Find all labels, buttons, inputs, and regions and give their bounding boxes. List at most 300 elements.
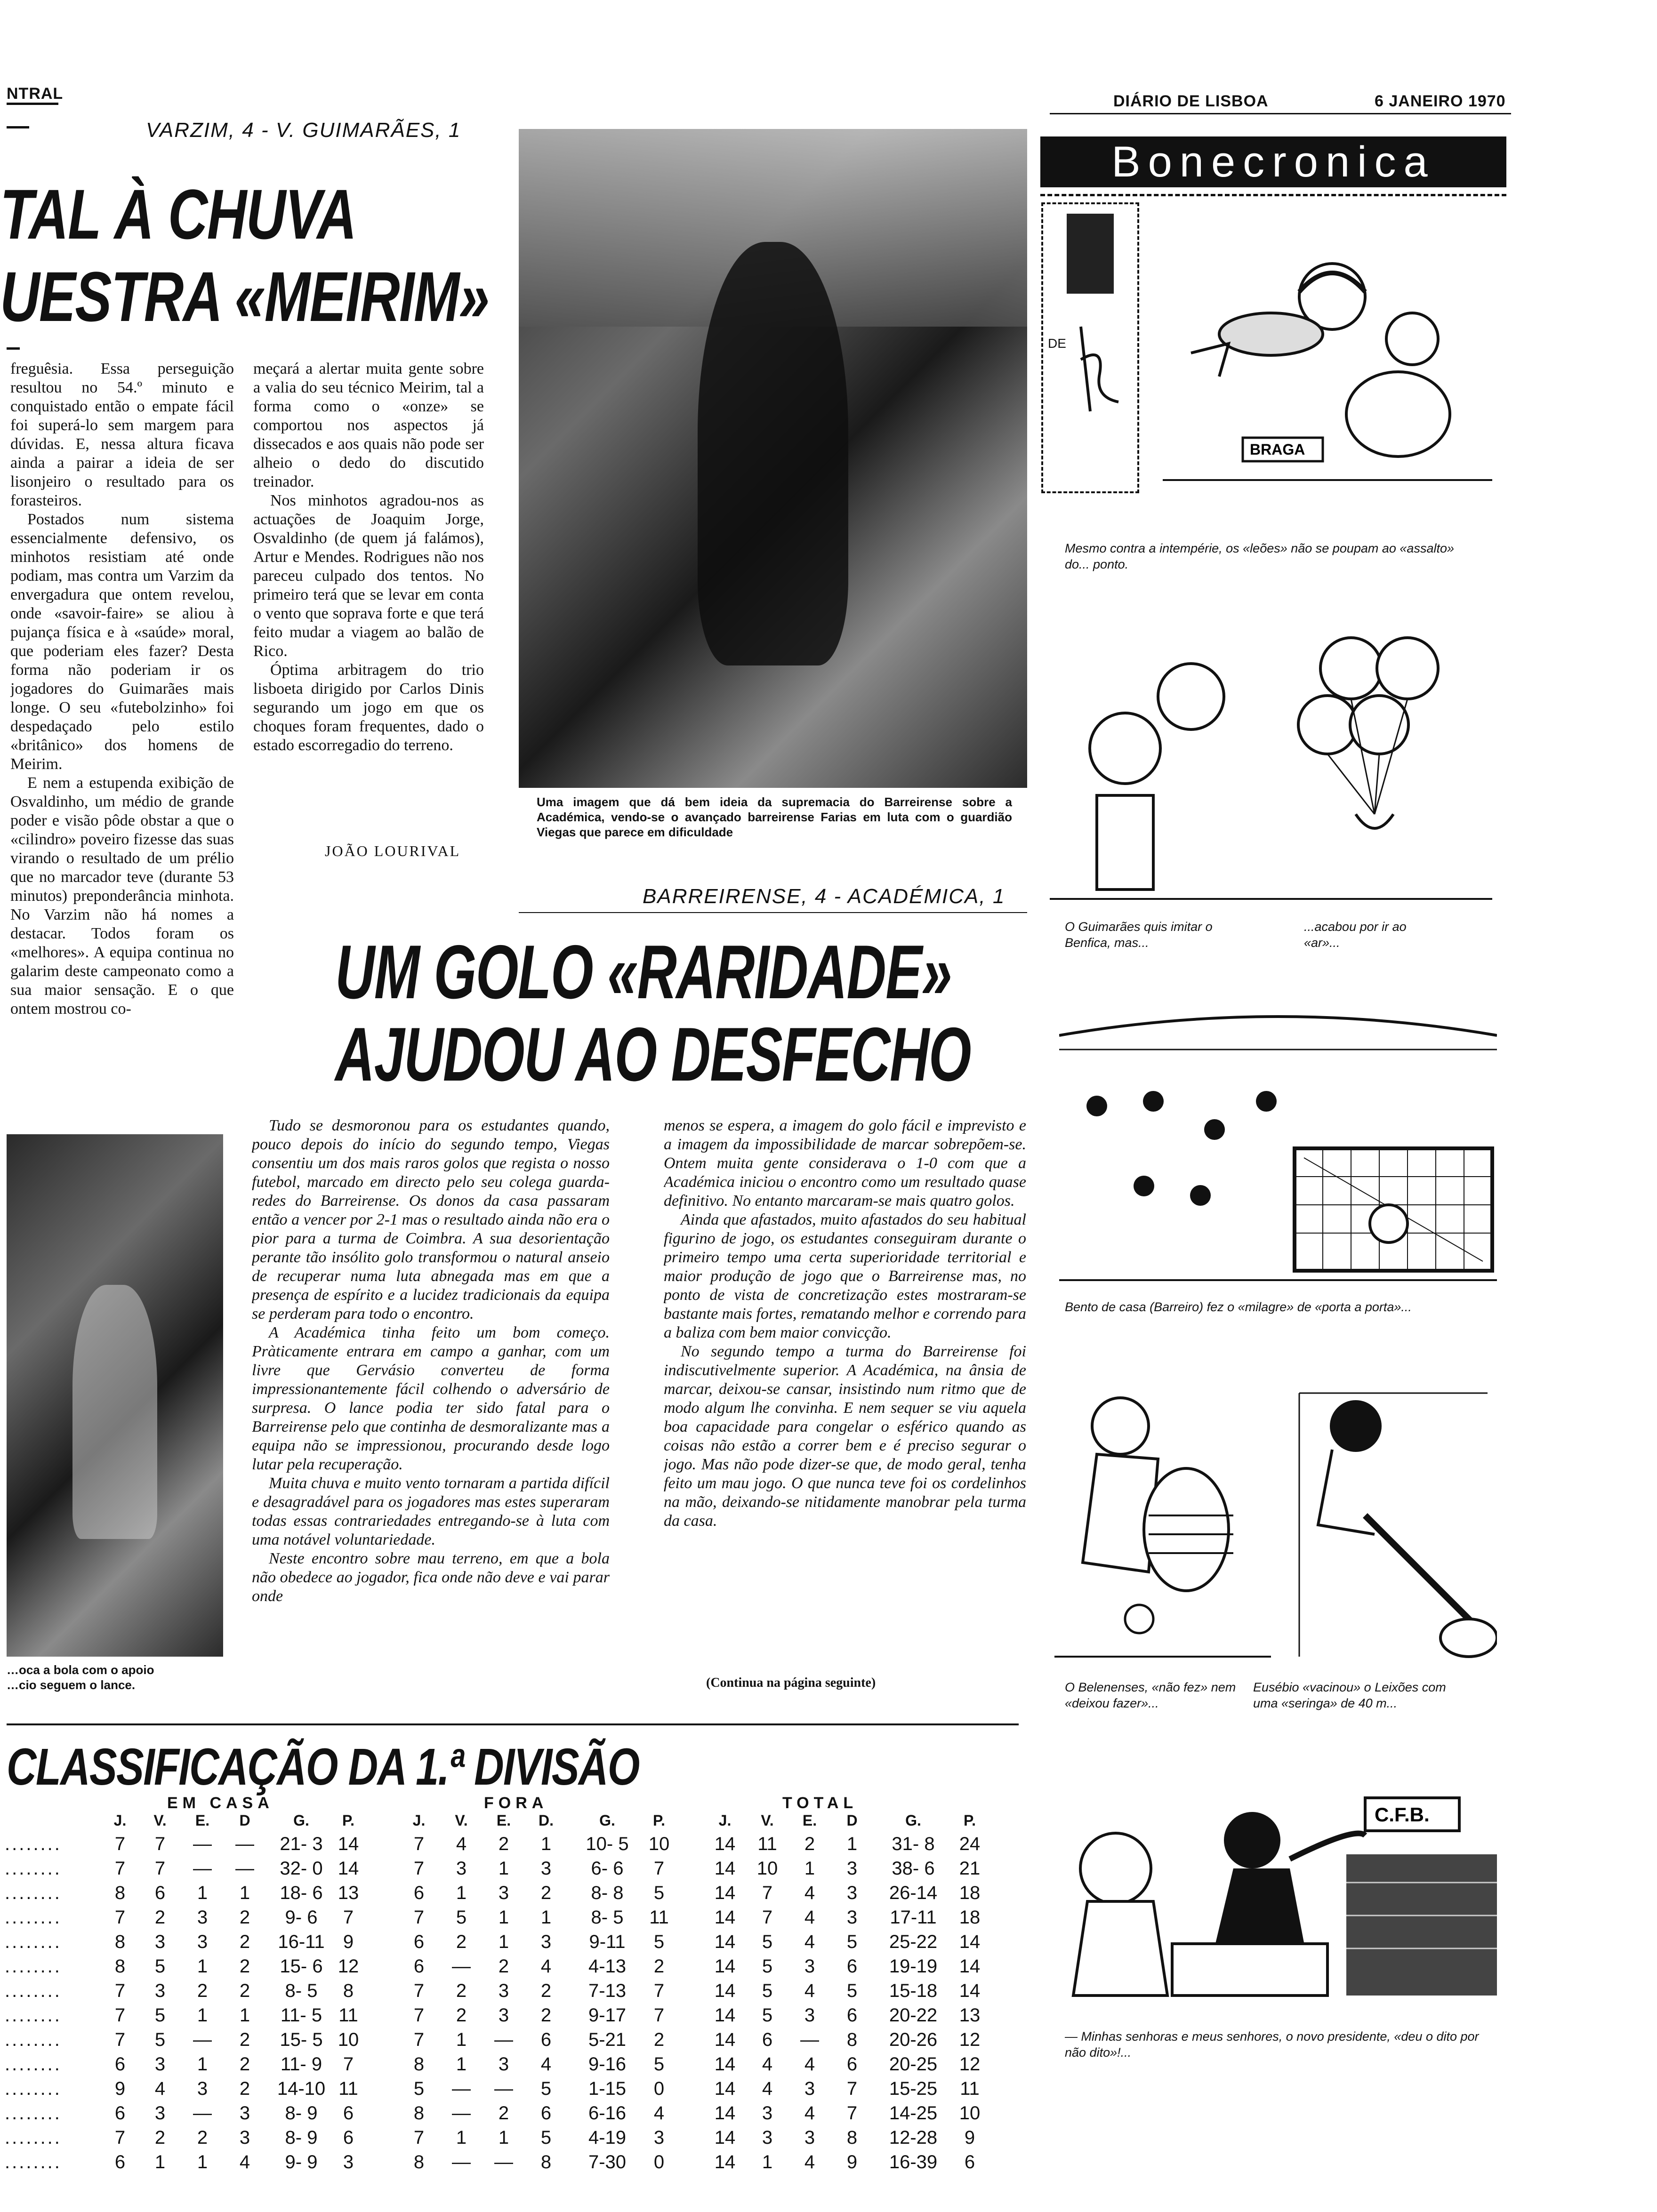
- article1-headline-line1: TAL À CHUVA: [0, 175, 356, 254]
- article1-author: JOÃO LOURIVAL: [325, 842, 461, 859]
- table-header-cell: V.: [153, 1812, 167, 1829]
- table-cell: 3: [846, 1883, 858, 1903]
- table-cell: 7: [114, 1980, 126, 2001]
- table-cell: 7: [343, 2054, 354, 2075]
- table-cell: 7: [653, 1980, 665, 2001]
- table-cell: —: [235, 1834, 254, 1854]
- table-cell: 4: [804, 1980, 815, 2001]
- table-cell: 7: [114, 2127, 126, 2148]
- table-cell: —: [494, 2152, 513, 2172]
- table-header-cell: D: [239, 1812, 250, 1829]
- table-cell: 14: [714, 2152, 736, 2172]
- article1-col2-p1: meçará a alertar muita gente sobre a valia do seu técnico Meirim, tal a forma como o «onze» se comportou nos aspectos já dissecados e aos quais não pode ser alheio o dedo do discutido treinador.: [253, 360, 484, 490]
- table-row: [0, 2127, 1026, 2149]
- table-cell: 6: [154, 1883, 166, 1903]
- table-cell: 5: [846, 1980, 858, 2001]
- table-cell: 12-28: [889, 2127, 938, 2148]
- table-cell: 8: [846, 2127, 858, 2148]
- match-photo-varzim: [7, 1134, 223, 1657]
- table-cell: 1: [197, 1956, 208, 1977]
- article1-column2: [253, 360, 484, 849]
- table-cell: 5: [762, 1980, 773, 2001]
- table-header-row: [0, 1812, 1026, 1834]
- table-header-cell: E.: [802, 1812, 817, 1829]
- table-cell: 18: [959, 1907, 981, 1928]
- team-name-placeholder: ........: [5, 2054, 62, 2075]
- article2-col2-p2: Ainda que afastados, muito afastados do seu habitual figurino de jogo, os estudantes conseguiram durante o primeiro tempo uma certa superioridade territorial e maior produção de jogo que o Barreirense mas, no ponto de vista de concretização estes mostraram-se bastante mais fortes, rematando melhor e correndo para a baliza com bem maior convicção.: [664, 1211, 1026, 1341]
- table-cell: 1: [456, 1883, 467, 1903]
- table-cell: 7: [846, 2078, 858, 2099]
- table-cell: —: [452, 1956, 471, 1977]
- table-cell: 1: [456, 2029, 467, 2050]
- table-cell: 14: [714, 1858, 736, 1879]
- table-cell: 11- 9: [280, 2054, 322, 2075]
- team-name-placeholder: ........: [5, 1883, 62, 1903]
- cartoon2-caption-left: O Guimarães quis imitar o Benfica, mas...: [1065, 920, 1213, 950]
- table-cell: 1: [498, 1858, 509, 1879]
- group-label-away: FORA: [484, 1794, 548, 1812]
- table-cell: 12: [959, 2054, 981, 2075]
- table-cell: 4: [804, 2152, 815, 2172]
- table-cell: 2: [456, 2005, 467, 2026]
- table-cell: 3: [239, 2127, 250, 2148]
- table-cell: 6: [343, 2103, 354, 2124]
- table-cell: 1: [239, 1883, 250, 1903]
- table-title: CLASSIFICAÇÃO DA 1.ª DIVISÃO: [7, 1738, 639, 1796]
- cartoon3-caption: Bento de casa (Barreiro) fez o «milagre» de «porta a porta»...: [1065, 1300, 1412, 1314]
- table-cell: 4: [540, 1956, 552, 1977]
- table-cell: 25-22: [889, 1931, 938, 1952]
- table-cell: 21- 3: [280, 1834, 323, 1854]
- table-cell: 5: [413, 2078, 425, 2099]
- table-cell: 4: [804, 1931, 815, 1952]
- table-cell: 7: [343, 1907, 354, 1928]
- table-cell: 10- 5: [586, 1834, 629, 1854]
- kicker2-rule: [519, 912, 1027, 913]
- team-name-placeholder: ........: [5, 2103, 62, 2124]
- table-cell: 7-13: [588, 1980, 627, 2001]
- table-cell: 7: [413, 1834, 425, 1854]
- table-cell: 3: [154, 1980, 166, 2001]
- table-cell: 14: [959, 1931, 981, 1952]
- table-cell: 11: [338, 2005, 358, 2026]
- table-header-cell: J.: [113, 1812, 127, 1829]
- table-cell: 9: [964, 2127, 975, 2148]
- cartoon-president: [1054, 1788, 1497, 2005]
- table-row: [0, 2152, 1026, 2173]
- table-cell: 4: [540, 2054, 552, 2075]
- photo2-caption-line2: …cio seguem o lance.: [7, 1678, 136, 1692]
- table-cell: 14: [714, 2005, 736, 2026]
- table-cell: 2: [154, 2127, 166, 2148]
- cartoon-balloons: [1050, 626, 1492, 908]
- cartoon1-caption: Mesmo contra a intempérie, os «leões» não se poupam ao «assalto» do... ponto.: [1065, 541, 1454, 571]
- article2-headline-line2: AJUDOU AO DESFECHO: [335, 1012, 971, 1097]
- table-cell: 9: [343, 1931, 354, 1952]
- table-cell: 6: [413, 1883, 425, 1903]
- table-cell: 1: [197, 1883, 208, 1903]
- table-cell: 2: [239, 1931, 250, 1952]
- table-cell: 8- 9: [285, 2103, 318, 2124]
- table-cell: 14: [714, 2029, 736, 2050]
- table-cell: 2: [498, 1956, 509, 1977]
- table-cell: 2: [653, 1956, 665, 1977]
- table-cell: 6: [114, 2103, 126, 2124]
- kicker-rule: [7, 126, 29, 128]
- table-cell: 1: [154, 2152, 166, 2172]
- table-cell: 3: [804, 2078, 815, 2099]
- table-cell: —: [193, 2029, 212, 2050]
- table-cell: 7: [653, 2005, 665, 2026]
- table-cell: 3: [197, 1931, 208, 1952]
- table-cell: 2: [239, 1907, 250, 1928]
- table-row: [0, 2103, 1026, 2124]
- table-cell: 3: [154, 2054, 166, 2075]
- table-cell: 2: [239, 2029, 250, 2050]
- table-cell: 7: [154, 1834, 166, 1854]
- table-cell: 8: [846, 2029, 858, 2050]
- table-cell: 3: [197, 1907, 208, 1928]
- table-cell: 7: [846, 2103, 858, 2124]
- article2-continues: (Continua na página seguinte): [706, 1675, 876, 1690]
- table-header-cell: D.: [539, 1812, 554, 1829]
- article1-col2-p2: Nos minhotos agradou-nos as actuações de Joaquim Jorge, Osvaldinho (de quem já falámos), Artur e Mendes. Rodrigues não nos pareceu culpado dos tentos. No primeiro terá que se levar em conta o vento que soprava forte e que terá feito mudar a viagem ao balão de Rico.: [253, 492, 484, 660]
- table-cell: 3: [498, 2005, 509, 2026]
- table-cell: 14: [714, 2054, 736, 2075]
- table-cell: 7: [762, 1907, 773, 1928]
- table-cell: 14: [959, 1980, 981, 2001]
- table-cell: 5: [154, 2029, 166, 2050]
- table-cell: 6: [846, 2005, 858, 2026]
- table-header-cell: P.: [652, 1812, 666, 1829]
- table-cell: 2: [197, 2127, 208, 2148]
- table-cell: 4: [804, 1883, 815, 1903]
- table-header-cell: V.: [455, 1812, 468, 1829]
- table-cell: 10: [338, 2029, 359, 2050]
- cartoon5-caption: — Minhas senhoras e meus senhores, o novo presidente, «deu o dito por não dito»!...: [1065, 2029, 1479, 2060]
- table-cell: 14-25: [889, 2103, 938, 2124]
- table-cell: 7: [114, 1858, 126, 1879]
- table-cell: 5: [762, 1931, 773, 1952]
- table-cell: 2: [540, 1980, 552, 2001]
- table-cell: 8: [413, 2054, 425, 2075]
- table-cell: 2: [154, 1907, 166, 1928]
- table-row: [0, 1834, 1026, 1855]
- table-cell: —: [452, 2078, 471, 2099]
- photo2-caption-line1: …oca a bola com o apoio: [7, 1663, 154, 1677]
- cartoon2-caption-right: ...acabou por ir ao «ar»...: [1304, 920, 1407, 950]
- table-cell: 3: [197, 2078, 208, 2099]
- player-figure: [72, 1285, 157, 1539]
- table-cell: 7: [413, 2127, 425, 2148]
- table-cell: 2: [239, 2054, 250, 2075]
- table-cell: 3: [540, 1858, 552, 1879]
- table-header-cell: E.: [195, 1812, 210, 1829]
- article2-column1: [252, 1116, 610, 1691]
- table-cell: —: [235, 1858, 254, 1879]
- table-cell: 6: [846, 2054, 858, 2075]
- table-cell: 1: [762, 2152, 773, 2172]
- team-name-placeholder: ........: [5, 1858, 62, 1879]
- cartoon-lion-braga: [1163, 235, 1492, 499]
- table-cell: 5: [846, 1931, 858, 1952]
- classification-table: [0, 1794, 1026, 2199]
- table-cell: 2: [498, 1834, 509, 1854]
- table-cell: 13: [338, 1883, 359, 1903]
- table-cell: 16-39: [889, 2152, 938, 2172]
- table-cell: 3: [498, 2054, 509, 2075]
- team-name-placeholder: ........: [5, 1956, 62, 1977]
- table-cell: 0: [653, 2152, 665, 2172]
- table-cell: 14: [714, 1980, 736, 2001]
- article1-col1-p3: E nem a estupenda exibição de Osvaldinho, um médio de grande poder e visão pôde obstar a que o «cilindro» poveiro fizesse das suas virando o resultado de um prélio que no marcador teve (durante 53 minutos) preponderância minhota. No Varzim não há nomes a destacar. Todos foram os «melhores». A equipa continua no galarim deste campeonato como a sua maior sensação. E o que ontem mostrou co-: [10, 774, 234, 1018]
- table-cell: 8: [413, 2103, 425, 2124]
- table-cell: 14: [714, 1834, 736, 1854]
- table-row: [0, 2029, 1026, 2051]
- table-cell: 3: [762, 2127, 773, 2148]
- group-label-home: EM CASA: [167, 1794, 274, 1812]
- table-cell: 2: [197, 1980, 208, 2001]
- table-cell: 5: [653, 2054, 665, 2075]
- table-cell: 6: [846, 1956, 858, 1977]
- table-cell: 4: [762, 2078, 773, 2099]
- table-cell: 5: [762, 1956, 773, 1977]
- team-name-placeholder: ........: [5, 1907, 62, 1928]
- table-cell: 1: [498, 2127, 509, 2148]
- bonecronica-dash-rule: [1040, 194, 1506, 196]
- table-cell: 1: [498, 1907, 509, 1928]
- table-cell: 3: [498, 1883, 509, 1903]
- table-header-cell: J.: [718, 1812, 732, 1829]
- team-name-placeholder: ........: [5, 2127, 62, 2148]
- cartoon4-caption-right: Eusébio «vacinou» o Leixões com uma «seringa» de 40 m...: [1253, 1680, 1446, 1710]
- table-body: [0, 1834, 1026, 2191]
- table-header-cell: E.: [496, 1812, 511, 1829]
- table-cell: 6: [540, 2029, 552, 2050]
- table-cell: 2: [540, 2005, 552, 2026]
- table-cell: 20-26: [889, 2029, 938, 2050]
- table-cell: 2: [540, 1883, 552, 1903]
- table-cell: 8: [540, 2152, 552, 2172]
- table-cell: 6: [762, 2029, 773, 2050]
- table-cell: 8: [114, 1956, 126, 1977]
- table-cell: 3: [804, 2005, 815, 2026]
- article1-column1: [10, 360, 234, 1113]
- table-header-cell: G.: [599, 1812, 615, 1829]
- table-cell: 1: [239, 2005, 250, 2026]
- table-cell: 2: [804, 1834, 815, 1854]
- table-row: [0, 2078, 1026, 2100]
- table-row: [0, 1907, 1026, 1929]
- table-header-cell: V.: [761, 1812, 774, 1829]
- table-cell: 9-17: [588, 2005, 627, 2026]
- table-cell: —: [494, 2078, 513, 2099]
- table-cell: 4: [653, 2103, 665, 2124]
- table-cell: 7: [413, 1858, 425, 1879]
- table-cell: 11- 5: [280, 2005, 322, 2026]
- table-cell: 32- 0: [280, 1858, 323, 1879]
- player-silhouette: [698, 242, 848, 665]
- table-cell: 4: [456, 1834, 467, 1854]
- article2-kicker: BARREIRENSE, 4 - ACADÉMICA, 1: [643, 885, 1005, 908]
- table-cell: 21: [959, 1858, 981, 1879]
- issue-date: 6 JANEIRO 1970: [1375, 92, 1506, 110]
- cartoon-belenenses-eusebio: [1054, 1374, 1497, 1666]
- section-label: NTRAL: [7, 85, 64, 103]
- team-name-placeholder: ........: [5, 1931, 62, 1952]
- table-cell: 1: [540, 1907, 552, 1928]
- author-box: [1041, 202, 1139, 493]
- article2-col2-p1: menos se espera, a imagem do golo fácil e imprevisto e a imagem da impossibilidade de marcar sobrepõem-se. Ontem muita gente considerava o 1-0 com que a Académica iniciou o encontro como um resultado quase definitivo. No entanto marcaram-se mais quatro golos.: [664, 1117, 1026, 1210]
- table-row: [0, 1956, 1026, 1978]
- table-cell: 11: [757, 1834, 777, 1854]
- bonecronica-title: Bonecronica: [1040, 136, 1506, 187]
- table-cell: 5: [653, 1931, 665, 1952]
- table-cell: 14: [714, 1931, 736, 1952]
- table-cell: 11: [649, 1907, 669, 1928]
- article1-col1-p2: Postados num sistema essencialmente defensivo, os minhotos resistiam até onde podiam, mas contra um Varzim da envergadura que ontem revelou, onde «savoir-faire» se aliou à pujança física e à «saúde» moral, que poderiam eles fazer? Desta forma não poderiam ir os jogadores do Guimarães mais longe. O seu «futebolzinho» foi despedaçado pelo estilo «britânico» dos homens de Meirim.: [10, 511, 234, 773]
- table-cell: 16-11: [278, 1931, 325, 1952]
- photo1-caption: Uma imagem que dá bem ideia da supremacia do Barreirense sobre a Académica, vendo-se o avançado barreirense Farias em luta com o guardião Viegas que parece em dificuldade: [537, 795, 1012, 839]
- article1-kicker: VARZIM, 4 - V. GUIMARÃES, 1: [146, 119, 461, 142]
- table-cell: 3: [540, 1931, 552, 1952]
- table-cell: 4: [239, 2152, 250, 2172]
- table-cell: 14: [714, 1883, 736, 1903]
- table-header-cell: P.: [342, 1812, 355, 1829]
- table-cell: 5: [154, 1956, 166, 1977]
- table-cell: 1: [197, 2005, 208, 2026]
- table-cell: 5-21: [588, 2029, 627, 2050]
- table-cell: 3: [846, 1858, 858, 1879]
- table-cell: 2: [239, 1956, 250, 1977]
- table-cell: 7: [114, 1834, 126, 1854]
- table-cell: 8: [114, 1931, 126, 1952]
- table-cell: 6: [540, 2103, 552, 2124]
- table-cell: 10: [648, 1834, 670, 1854]
- table-cell: 2: [498, 2103, 509, 2124]
- table-cell: 3: [498, 1980, 509, 2001]
- table-header-cell: P.: [963, 1812, 976, 1829]
- table-cell: 19-19: [889, 1956, 938, 1977]
- author-signature: [1071, 317, 1128, 421]
- table-cell: 14-10: [277, 2078, 326, 2099]
- table-cell: 10: [959, 2103, 981, 2124]
- table-cell: 8- 8: [591, 1883, 624, 1903]
- article2-column2: [664, 1116, 1026, 1662]
- table-cell: 4-13: [588, 1956, 627, 1977]
- section-rule: [7, 103, 58, 105]
- team-name-placeholder: ........: [5, 2005, 62, 2026]
- table-cell: 14: [714, 2078, 736, 2099]
- table-cell: 7: [413, 1907, 425, 1928]
- team-name-placeholder: ........: [5, 2029, 62, 2050]
- headline-rule: [7, 347, 20, 350]
- table-cell: 7: [413, 2029, 425, 2050]
- table-cell: 5: [154, 2005, 166, 2026]
- table-cell: 14: [959, 1956, 981, 1977]
- table-cell: 10: [756, 1858, 778, 1879]
- table-cell: 18: [959, 1883, 981, 1903]
- table-cell: 3: [154, 1931, 166, 1952]
- table-cell: 9: [114, 2078, 126, 2099]
- team-name-placeholder: ........: [5, 1834, 62, 1854]
- table-cell: 9-16: [588, 2054, 627, 2075]
- table-cell: 3: [343, 2152, 354, 2172]
- table-cell: 2: [653, 2029, 665, 2050]
- table-cell: 1: [197, 2054, 208, 2075]
- table-cell: —: [494, 2029, 513, 2050]
- table-cell: 2: [239, 2078, 250, 2099]
- table-cell: 15- 6: [280, 1956, 323, 1977]
- group-label-total: TOTAL: [782, 1794, 858, 1812]
- table-cell: 7: [653, 1858, 665, 1879]
- table-cell: 2: [456, 1980, 467, 2001]
- table-cell: 3: [804, 1956, 815, 1977]
- table-cell: 24: [959, 1834, 981, 1854]
- table-cell: 5: [653, 1883, 665, 1903]
- table-cell: 14: [338, 1858, 359, 1879]
- table-cell: —: [452, 2152, 471, 2172]
- table-cell: 15-18: [889, 1980, 938, 2001]
- table-cell: 5: [540, 2127, 552, 2148]
- table-cell: 7: [114, 1907, 126, 1928]
- table-cell: 12: [338, 1956, 359, 1977]
- table-cell: 6- 6: [591, 1858, 624, 1879]
- table-cell: 1: [804, 1858, 815, 1879]
- table-cell: 8: [413, 2152, 425, 2172]
- team-name-placeholder: ........: [5, 1980, 62, 2001]
- table-cell: 15- 5: [280, 2029, 323, 2050]
- table-cell: 4: [804, 2054, 815, 2075]
- table-header-cell: D: [846, 1812, 858, 1829]
- table-cell: 2: [456, 1931, 467, 1952]
- table-cell: 4: [762, 2054, 773, 2075]
- table-cell: 3: [846, 1907, 858, 1928]
- table-cell: 8: [343, 1980, 354, 2001]
- table-row: [0, 1883, 1026, 1904]
- table-cell: 6: [964, 2152, 975, 2172]
- table-cell: 20-25: [889, 2054, 938, 2075]
- table-cell: 1: [846, 1834, 858, 1854]
- table-cell: 6: [413, 1931, 425, 1952]
- table-cell: 1-15: [588, 2078, 627, 2099]
- table-cell: 2: [239, 1980, 250, 2001]
- article2-col1-p3: Muita chuva e muito vento tornaram a partida difícil e desagradável para os jogadores mas estes superaram todas essas contrariedades entregando-se à luta com uma notável voluntariedade.: [252, 1475, 610, 1548]
- table-cell: 1: [197, 2152, 208, 2172]
- table-cell: 4-19: [588, 2127, 627, 2148]
- table-cell: 13: [959, 2005, 981, 2026]
- table-cell: 9: [846, 2152, 858, 2172]
- table-cell: 17-11: [890, 1907, 937, 1928]
- table-cell: 1: [456, 2127, 467, 2148]
- table-cell: 3: [653, 2127, 665, 2148]
- table-row: [0, 1858, 1026, 1880]
- table-cell: 7: [762, 1883, 773, 1903]
- table-cell: 3: [239, 2103, 250, 2124]
- table-cell: 14: [714, 1907, 736, 1928]
- table-cell: 20-22: [889, 2005, 938, 2026]
- table-cell: 3: [154, 2103, 166, 2124]
- author-portrait: [1067, 214, 1114, 294]
- table-cell: 8- 5: [285, 1980, 318, 2001]
- table-cell: 8: [114, 1883, 126, 1903]
- table-cell: 3: [762, 2103, 773, 2124]
- table-row: [0, 2005, 1026, 2027]
- table-cell: 3: [804, 2127, 815, 2148]
- newspaper-name: DIÁRIO DE LISBOA: [1113, 92, 1269, 110]
- table-cell: —: [800, 2029, 819, 2050]
- article2-col1-p1: Tudo se desmoronou para os estudantes quando, pouco depois do início do segundo tempo, Viegas consentiu um dos mais raros golos que regista o nosso futebol, marcado em directo pelo seu colega guarda-redes do Barreirense. Os donos da casa passaram então a vencer por 2-1 mas o resultado ainda não era o pior para a turma de Coimbra. A sua desorientação perante tão insólito golo transformou o natural anseio de recuperar numa luta abnegada mas em que a presença de espírito e a lucidez tradicionais da equipa se perderam para todo o encontro.: [252, 1117, 610, 1322]
